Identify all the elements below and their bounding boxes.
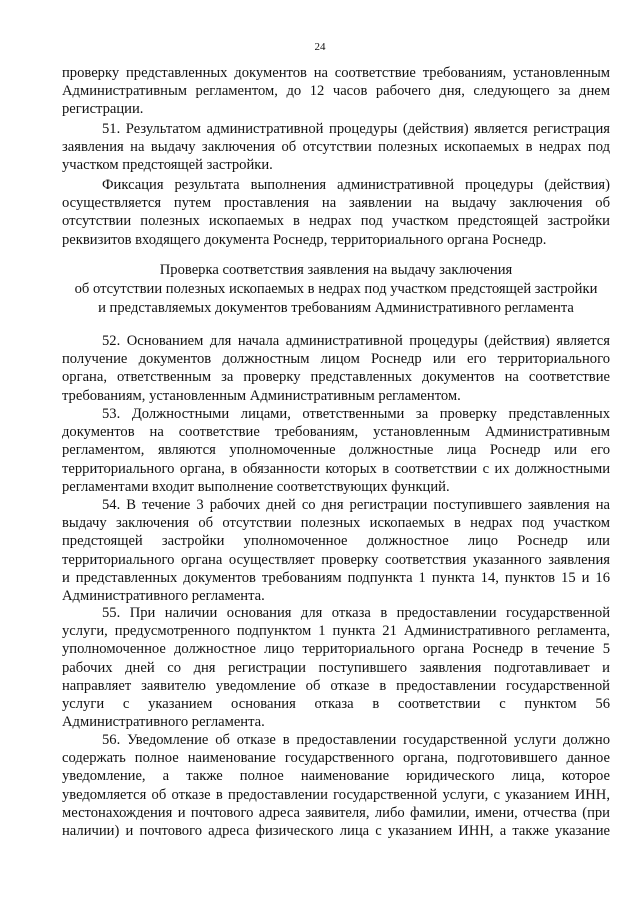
text-line: проверку представленных документов на соответствие требованиям, установленным [62,65,610,81]
paragraph-51 [62,120,610,175]
text-line: регламентами входит выполнение соответствующих функций. [62,478,450,495]
text-line: местонахождения и почтового адреса заявителя, либо фамилии, имени, отчества (при [62,804,610,821]
text-line: рабочих дней со дня регистрации поступившего заявления подготавливает и [62,659,610,676]
text-line: уполномоченное должностное лицо территориального органа Роснедр в течение 5 [62,641,610,658]
paragraph-56 [62,731,610,840]
text-line: уведомление, а также полное наименование юридического лица, которое [62,768,610,785]
paragraph-54 [62,496,610,605]
text-line: получение документов должностным лицом Роснедр или его территориального [62,351,610,368]
paragraph-55 [62,604,610,731]
text-line: 56. Уведомление об отказе в предоставлении государственной услуги должно [102,732,610,748]
text-line: Административным регламентом, до 12 часов рабочего дня, следующего за днем [62,83,610,100]
text-line: направляет заявителю уведомление об отказе в предоставлении государственной [62,677,610,694]
paragraph-fixation [62,176,610,249]
text-line: Фиксация результата выполнения административной процедуры (действия) [102,177,610,193]
text-line: регистрации. [62,101,144,118]
text-line: реквизитов входящего документа Роснедр, территориального органа Роснедр. [62,231,547,248]
paragraph-52 [62,332,610,405]
heading-line: и представляемых документов требованиям Административного регламента [98,300,574,316]
text-line: уведомляется об отказе в предоставлении государственной услуги, с указанием ИНН, [62,786,610,803]
text-line: документов на соответствие требованиям, установленным Административным [62,424,610,441]
text-line: наличии) и почтового адреса физического лица с указанием ИНН, а также указание [62,823,610,840]
text-line: 52. Основанием для начала административной процедуры (действия) является [102,333,610,349]
text-line: заявления на выдачу заключения об отсутствии полезных ископаемых в недрах под [62,139,610,156]
text-line: услуги, предусмотренного подпунктом 1 пункта 21 Административного регламента, [62,623,610,640]
text-line: 53. Должностными лицами, ответственными за проверку представленных [102,406,610,422]
text-line: территориального органа, в обязанности которых в соответствии с их должностными [62,460,610,477]
text-line: услуги с указанием основания отказа в соответствии с пунктом 56 [62,696,610,713]
text-line: органа, ответственным за проверку представленных документов на соответствие [62,369,610,386]
text-line: требованиям, установленным Административным регламентом. [62,387,461,404]
text-line: 55. При наличии основания для отказа в предоставлении государственной [102,605,610,621]
paragraph-53 [62,405,610,496]
text-line: Административного регламента. [62,588,265,605]
section-heading [62,261,610,318]
heading-line: об отсутствии полезных ископаемых в недрах под участком предстоящей застройки [74,281,598,297]
heading-line: Проверка соответствия заявления на выдачу заключения [159,262,513,278]
text-line: Административного регламента. [62,714,265,731]
paragraph-continuation [62,64,610,119]
text-line: отсутствии полезных ископаемых в недрах под участком предстоящей застройки [62,213,610,230]
text-line: осуществляется путем проставления на заявлении на выдачу заключения об [62,195,610,212]
text-line: содержать полное наименование государственного органа, подготовившего данное [62,750,610,767]
text-line: и представленных документов требованиям подпункта 1 пункта 14, пунктов 15 и 16 [62,569,610,586]
text-line: регламентом, являются уполномоченные должностные лица Роснедр или его [62,442,610,459]
text-line: участком предстоящей застройки. [62,157,273,174]
text-line: предстоящей застройки уполномоченное должностное лицо Роснедр или [62,533,610,550]
text-line: 54. В течение 3 рабочих дней со дня регистрации поступившего заявления на [102,497,610,513]
text-line: 51. Результатом административной процедуры (действия) является регистрация [102,121,610,137]
text-line: выдачу заключения об отсутствии полезных ископаемых в недрах под участком [62,515,610,532]
page-number: 24 [314,41,326,53]
text-line: территориального органа осуществляет проверку соответствия указанного заявления [62,551,610,568]
